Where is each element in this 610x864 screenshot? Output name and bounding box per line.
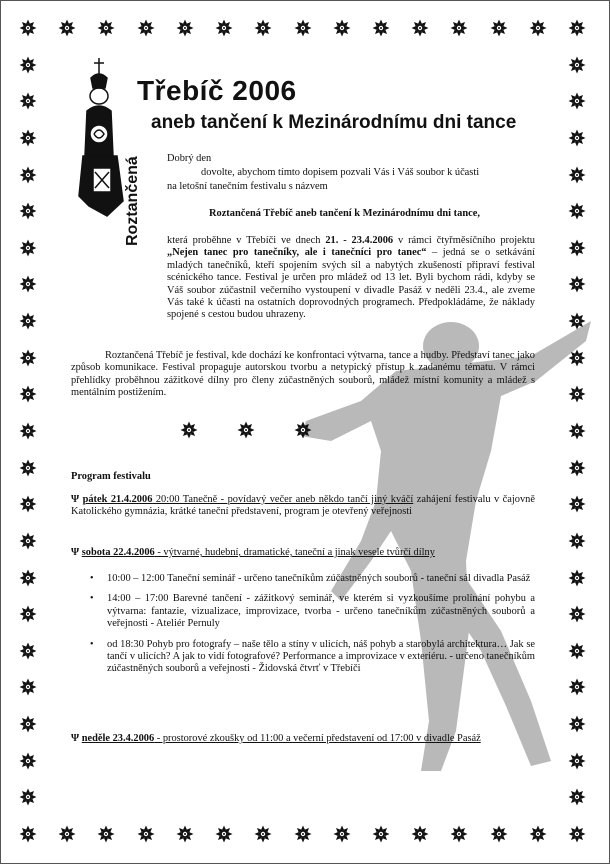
border-ornament-icon — [19, 239, 37, 257]
border-ornament-icon — [19, 349, 37, 367]
border-ornament-icon — [568, 715, 586, 733]
intro-line1: dovolte, abychom tímto dopisem pozvali Vás i Váš soubor k účasti — [201, 167, 480, 178]
border-ornament-icon — [254, 19, 272, 37]
border-ornament-icon — [333, 19, 351, 37]
border-ornament-icon — [97, 825, 115, 843]
border-ornament-icon — [180, 421, 198, 439]
border-ornament-icon — [19, 532, 37, 550]
border-ornament-icon — [176, 19, 194, 37]
border-ornament-icon — [529, 19, 547, 37]
border-ornament-icon — [568, 312, 586, 330]
program-sunday: Ψ neděle 23.4.2006 - prostorové zkoušky od 11:00 a večerní představení od 17:00 v divadle Pasáž — [71, 733, 481, 744]
list-item: • od 18:30 Pohyb pro fotografy – naše tělo a stíny v ulicích, náš pohyb a starobylá architektura… Jak se tančí v ulicích? A jak to vidí fotografové? Performance a improvizace v exteriéru. - určeno tanečníkům zúčastněných souborů a veřejnosti - Židovská čtvrť v Třebíči — [90, 638, 535, 675]
border-ornament-icon — [215, 825, 233, 843]
paragraph-1: která proběhne v Třebíči ve dnech 21. - 23.4.2006 v rámci čtyřměsíčního projektu „Nejen tanec pro tanečníky, ale i tanečníci pro tanec“ – jedná se o setkávání mladých tanečníků, kteří spojením svých sil a nabytých zkušeností připraví festival scénického tance. Festival je určen pro mládež od 13 let. Byli bychom rádi, kdyby se Váš soubor zúčastnil večerního vystoupení v divadle Pasáž v neděli 23.4., ale zveme Vás také k účasti na ostatních doprovodných programech. Předpokládáme, že náklady spojené s cestou budou uhrazeny. — [167, 235, 535, 321]
border-ornament-icon — [294, 825, 312, 843]
border-ornament-icon — [237, 421, 255, 439]
border-ornament-icon — [333, 825, 351, 843]
border-ornament-icon — [19, 788, 37, 806]
border-ornament-icon — [19, 605, 37, 623]
page-title: Třebíč 2006 — [137, 75, 297, 106]
border-ornament-icon — [19, 495, 37, 513]
border-ornament-icon — [58, 825, 76, 843]
border-ornament-icon — [490, 825, 508, 843]
border-ornament-icon — [529, 825, 547, 843]
border-ornament-icon — [568, 349, 586, 367]
border-ornament-icon — [215, 19, 233, 37]
border-ornament-icon — [568, 459, 586, 477]
border-ornament-icon — [411, 825, 429, 843]
list-item: • 10:00 – 12:00 Taneční seminář - určeno tanečníkům zúčastněných souborů - taneční sál divadla Pasáž — [90, 573, 531, 584]
border-ornament-icon — [568, 275, 586, 293]
border-ornament-icon — [19, 715, 37, 733]
border-ornament-icon — [568, 129, 586, 147]
border-ornament-icon — [568, 202, 586, 220]
border-ornament-icon — [19, 275, 37, 293]
page-subtitle: aneb tančení k Mezinárodnímu dni tance — [151, 112, 517, 133]
border-ornament-icon — [568, 92, 586, 110]
logo-text: Roztančená — [124, 156, 141, 246]
border-ornament-icon — [568, 825, 586, 843]
border-ornament-icon — [568, 422, 586, 440]
border-ornament-icon — [19, 459, 37, 477]
border-ornament-icon — [568, 56, 586, 74]
border-ornament-icon — [176, 825, 194, 843]
border-ornament-icon — [568, 642, 586, 660]
border-ornament-icon — [19, 166, 37, 184]
border-ornament-icon — [19, 678, 37, 696]
border-ornament-icon — [137, 19, 155, 37]
border-ornament-icon — [19, 385, 37, 403]
border-ornament-icon — [19, 569, 37, 587]
border-ornament-icon — [137, 825, 155, 843]
border-ornament-icon — [97, 19, 115, 37]
border-ornament-icon — [490, 19, 508, 37]
border-ornament-icon — [58, 19, 76, 37]
border-ornament-icon — [450, 19, 468, 37]
list-item: • 14:00 – 17:00 Barevné tančení - zážitkový seminář, ve kterém si vyzkoušíme prolínání pohybu a výtvarna: fantazie, vizualizace, improvizace, tvorba - určeno tanečníkům zúčastněných souborů a veřejnosti - Ateliér Pernuly — [90, 593, 535, 630]
border-ornament-icon — [254, 825, 272, 843]
border-ornament-icon — [568, 605, 586, 623]
border-ornament-icon — [19, 752, 37, 770]
border-ornament-icon — [19, 129, 37, 147]
border-ornament-icon — [19, 422, 37, 440]
greeting: Dobrý den — [167, 153, 212, 164]
border-ornament-icon — [372, 825, 390, 843]
border-ornament-icon — [372, 19, 390, 37]
border-ornament-icon — [568, 752, 586, 770]
border-ornament-icon — [411, 19, 429, 37]
border-ornament-icon — [19, 312, 37, 330]
border-ornament-icon — [568, 495, 586, 513]
border-ornament-icon — [450, 825, 468, 843]
border-ornament-icon — [294, 421, 312, 439]
paragraph-2: Roztančená Třebíč je festival, kde dochází ke konfrontaci výtvarna, tance a hudby. Představí tanec jako způsob komunikace. Festival propaguje autorskou tvorbu a netypický přístup k zadanému tématu. V rámci přehlídky proběhnou zážitkové dílny pro členy zúčastněných souborů, mládež místní komunity a mládež s mentálním postižením. — [71, 350, 535, 399]
border-ornament-icon — [568, 569, 586, 587]
border-ornament-icon — [568, 788, 586, 806]
border-ornament-icon — [568, 385, 586, 403]
border-ornament-icon — [19, 19, 37, 37]
border-ornament-icon — [19, 202, 37, 220]
border-ornament-icon — [19, 642, 37, 660]
border-ornament-icon — [568, 532, 586, 550]
intro-line2: na letošní tanečním festivalu s názvem — [167, 181, 328, 192]
program-friday: Ψ pátek 21.4.2006 20:00 Tanečně - povídavý večer aneb někdo tančí jiný kváčí zahájení festivalu v čajovně Katolického gymnázia, krátké taneční představení, program je otevřený veřejnosti — [71, 494, 535, 518]
saturday-list — [90, 573, 535, 684]
program-heading: Program festivalu — [71, 471, 151, 482]
border-ornament-icon — [568, 239, 586, 257]
border-ornament-icon — [568, 19, 586, 37]
border-ornament-icon — [19, 825, 37, 843]
border-ornament-icon — [568, 166, 586, 184]
program-saturday: Ψ sobota 22.4.2006 - výtvarné, hudební, dramatické, taneční a jinak vesele tvůrčí dílny — [71, 547, 435, 558]
border-ornament-icon — [294, 19, 312, 37]
border-ornament-icon — [19, 92, 37, 110]
festival-name: Roztančená Třebíč aneb tančení k Mezinárodnímu dni tance, — [209, 208, 480, 219]
border-ornament-icon — [19, 56, 37, 74]
border-ornament-icon — [568, 678, 586, 696]
